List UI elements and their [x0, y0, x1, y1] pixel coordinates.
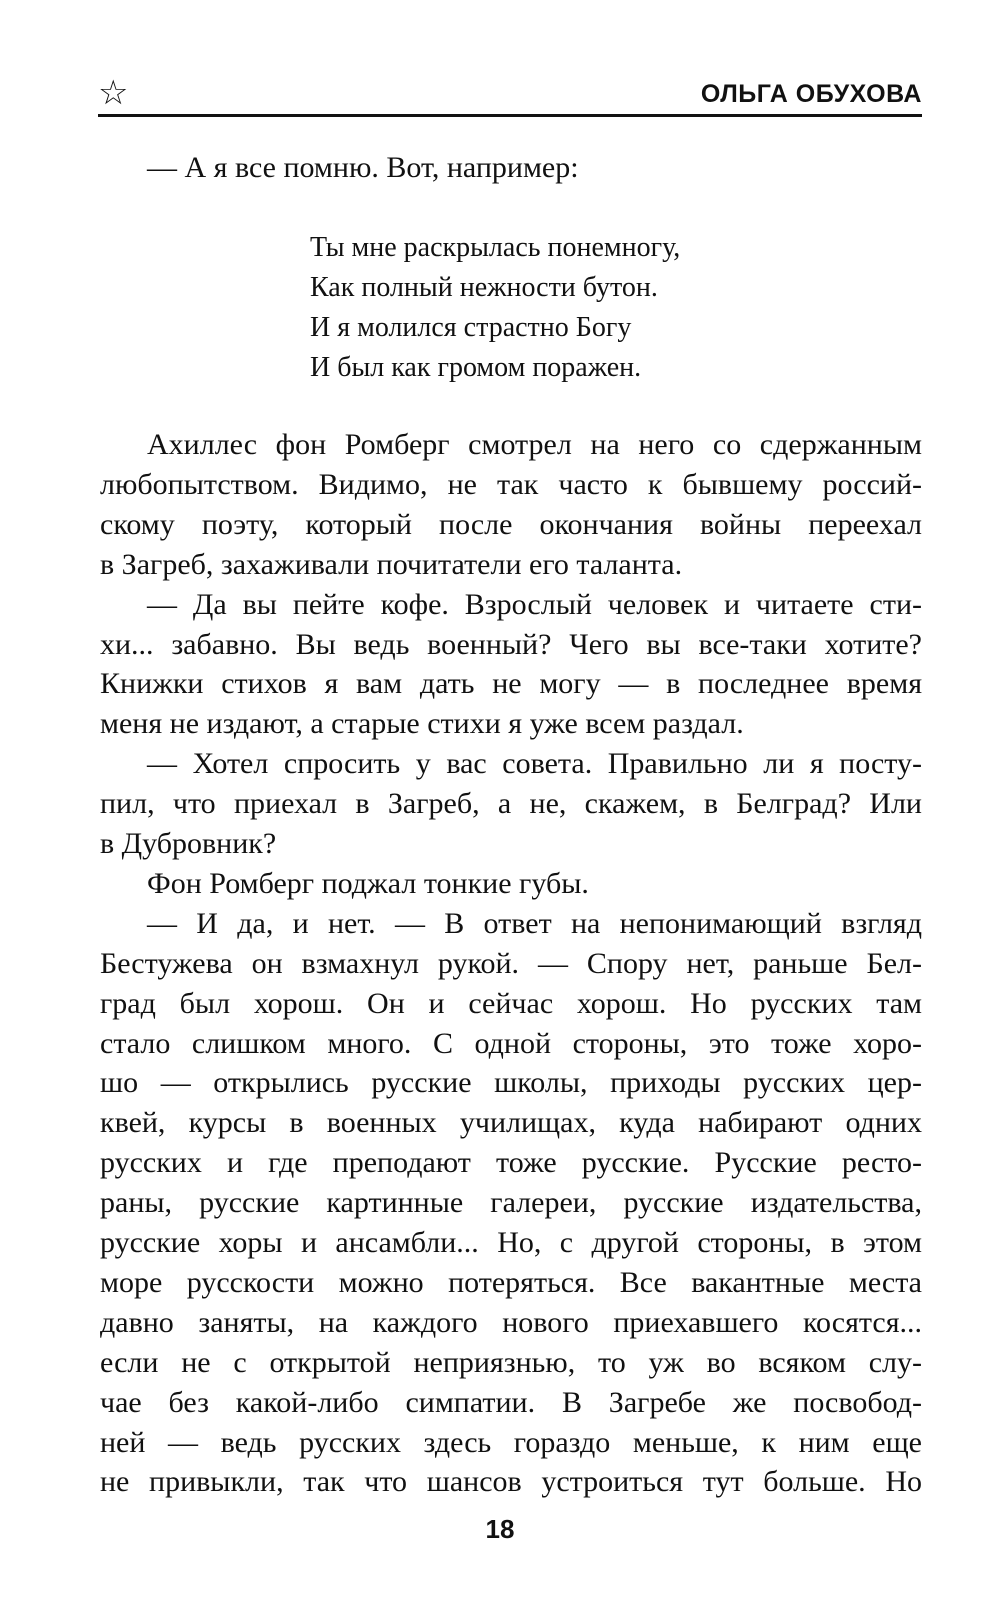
poem-line: Как полный нежности бутон.: [310, 272, 658, 303]
text-line: любопытством. Видимо, не так часто к бывшему россий-: [100, 467, 922, 501]
text-line: русские хоры и ансамбли... Но, с другой стороны, в этом: [100, 1226, 922, 1259]
text-line: меня не издают, а старые стихи я уже всем раздал.: [100, 707, 744, 741]
text-line: давно заняты, на каждого нового приехавшего косятся...: [100, 1305, 922, 1339]
text-line: стало слишком много. С одной стороны, это тоже хоро-: [100, 1026, 922, 1060]
text-line: Ахиллес фон Ромберг смотрел на него со сдержанным: [147, 428, 922, 461]
text-line: море русскости можно потеряться. Все вакантные места: [100, 1265, 922, 1299]
star-outline-icon: ☆: [98, 73, 129, 113]
text-line: русских и где преподают тоже русские. Русские ресто-: [100, 1146, 922, 1180]
text-line: — Да вы пейте кофе. Взрослый человек и читаете сти-: [147, 587, 922, 621]
text-line: Бестужева он взмахнул рукой. — Спору нет, раньше Бел-: [100, 946, 922, 980]
text-line: град был хорош. Он и сейчас хорош. Но русских там: [100, 986, 922, 1020]
poem-line: Ты мне раскрылась понемногу,: [310, 232, 681, 263]
text-line: раны, русские картинные галереи, русские издательства,: [100, 1186, 922, 1220]
text-line: — Хотел спросить у вас совета. Правильно ли я посту-: [147, 747, 922, 781]
text-line: в Загреб, захаживали почитатели его таланта.: [100, 547, 683, 581]
page-number: 18: [485, 1514, 515, 1544]
poem-line: И я молился страстно Богу: [310, 312, 632, 343]
text-line: хи... забавно. Вы ведь военный? Чего вы все-таки хотите?: [100, 627, 922, 661]
text-line: Книжки стихов я вам дать не могу — в последнее время: [100, 667, 922, 701]
text-line: чае без какой-либо симпатии. В Загребе же посвобод-: [100, 1385, 922, 1419]
text-line: в Дубровник?: [100, 827, 277, 860]
text-line: скому поэту, который после окончания войны переехал: [100, 507, 922, 541]
text-line: пил, что приехал в Загреб, а не, скажем, в Белград? Или: [100, 787, 922, 821]
text-line: квей, курсы в военных училищах, куда набирают одних: [100, 1106, 922, 1140]
intro-line: — А я все помню. Вот, например:: [147, 151, 579, 184]
text-line: ней — ведь русских здесь гораздо меньше, к ним еще: [100, 1425, 922, 1459]
poem-line: И был как громом поражен.: [310, 352, 642, 383]
text-line: Фон Ромберг поджал тонкие губы.: [147, 866, 589, 900]
text-line: если не с открытой неприязнью, то уж во всяком слу-: [100, 1345, 922, 1379]
running-header-author: ОЛЬГА ОБУХОВА: [700, 80, 922, 108]
text-line: шо — открылись русские школы, приходы русских цер-: [100, 1066, 922, 1100]
text-line: — И да, и нет. — В ответ на непонимающий взгляд: [147, 906, 922, 940]
text-line: не привыкли, так что шансов устроиться тут больше. Но: [100, 1465, 922, 1499]
header-rule: [98, 114, 922, 117]
